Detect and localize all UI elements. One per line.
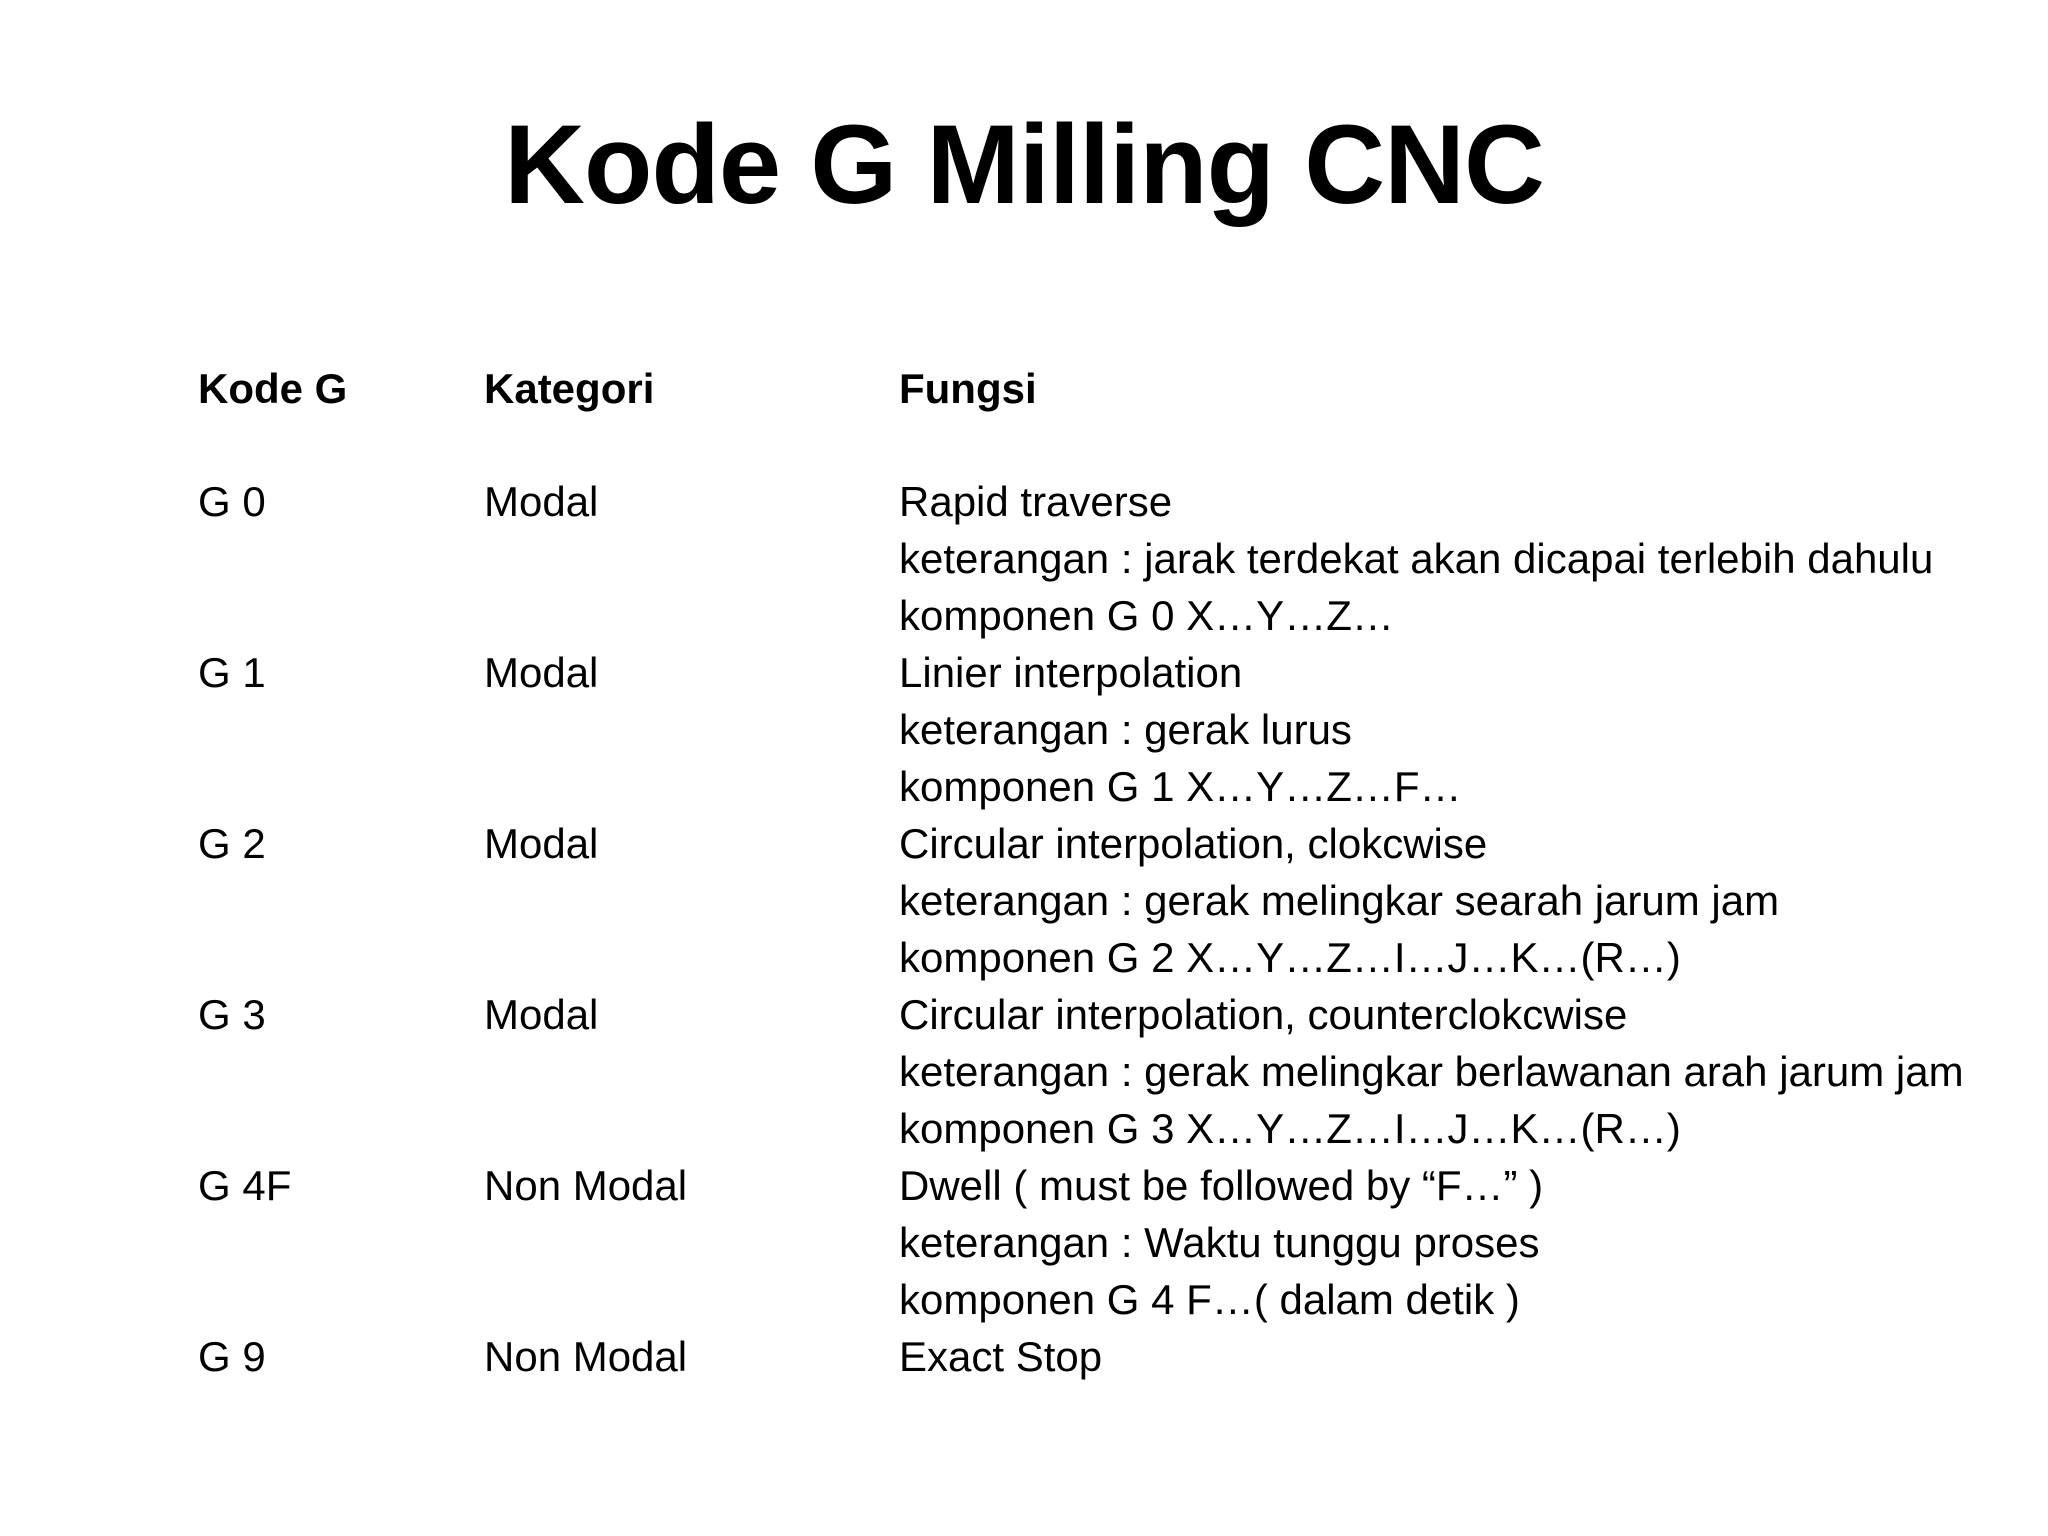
g-code-table (198, 360, 2028, 1385)
function-name: Circular interpolation, clokcwise (899, 820, 1488, 867)
table-row (198, 1157, 2028, 1328)
row-function (899, 473, 2028, 644)
function-note: keterangan : gerak lurus (899, 706, 1352, 753)
row-category: Modal (484, 478, 599, 525)
table-row (198, 644, 2028, 815)
table-header-row (198, 360, 2028, 417)
function-name: Dwell ( must be followed by “F…” ) (899, 1162, 1544, 1209)
row-category: Modal (484, 820, 599, 867)
function-component: komponen G 3 X…Y…Z…I…J…K…(R…) (899, 1105, 1681, 1152)
function-component: komponen G 0 X…Y…Z… (899, 592, 1394, 639)
table-row (198, 986, 2028, 1157)
function-component: komponen G 2 X…Y…Z…I…J…K…(R…) (899, 934, 1681, 981)
function-name: Exact Stop (899, 1333, 1103, 1380)
header-code: Kode G (198, 365, 348, 412)
slide-title: Kode G Milling CNC (504, 102, 1544, 227)
function-name: Circular interpolation, counterclokcwise (899, 991, 1628, 1038)
row-category: Non Modal (484, 1162, 688, 1209)
row-function (899, 1328, 2028, 1385)
row-category: Non Modal (484, 1333, 688, 1380)
row-function (899, 986, 2028, 1157)
row-function (899, 815, 2028, 986)
header-category: Kategori (484, 365, 655, 412)
function-note: keterangan : Waktu tunggu proses (899, 1219, 1540, 1266)
row-category: Modal (484, 991, 599, 1038)
function-name: Linier interpolation (899, 649, 1243, 696)
row-code: G 4F (198, 1162, 292, 1209)
row-code: G 3 (198, 991, 266, 1038)
table-row (198, 815, 2028, 986)
function-note: keterangan : gerak melingkar berlawanan arah jarum jam (899, 1048, 1964, 1095)
function-name: Rapid traverse (899, 478, 1173, 525)
table-row (198, 473, 2028, 644)
row-function (899, 644, 2028, 815)
row-category: Modal (484, 649, 599, 696)
row-code: G 2 (198, 820, 266, 867)
row-code: G 9 (198, 1333, 266, 1380)
header-function: Fungsi (899, 365, 1037, 412)
function-component: komponen G 1 X…Y…Z…F… (899, 763, 1462, 810)
function-note: keterangan : gerak melingkar searah jarum jam (899, 877, 1780, 924)
function-note: keterangan : jarak terdekat akan dicapai terlebih dahulu (899, 535, 1934, 582)
row-code: G 1 (198, 649, 266, 696)
row-function (899, 1157, 2028, 1328)
row-code: G 0 (198, 478, 266, 525)
table-row (198, 1328, 2028, 1385)
function-component: komponen G 4 F…( dalam detik ) (899, 1276, 1520, 1323)
